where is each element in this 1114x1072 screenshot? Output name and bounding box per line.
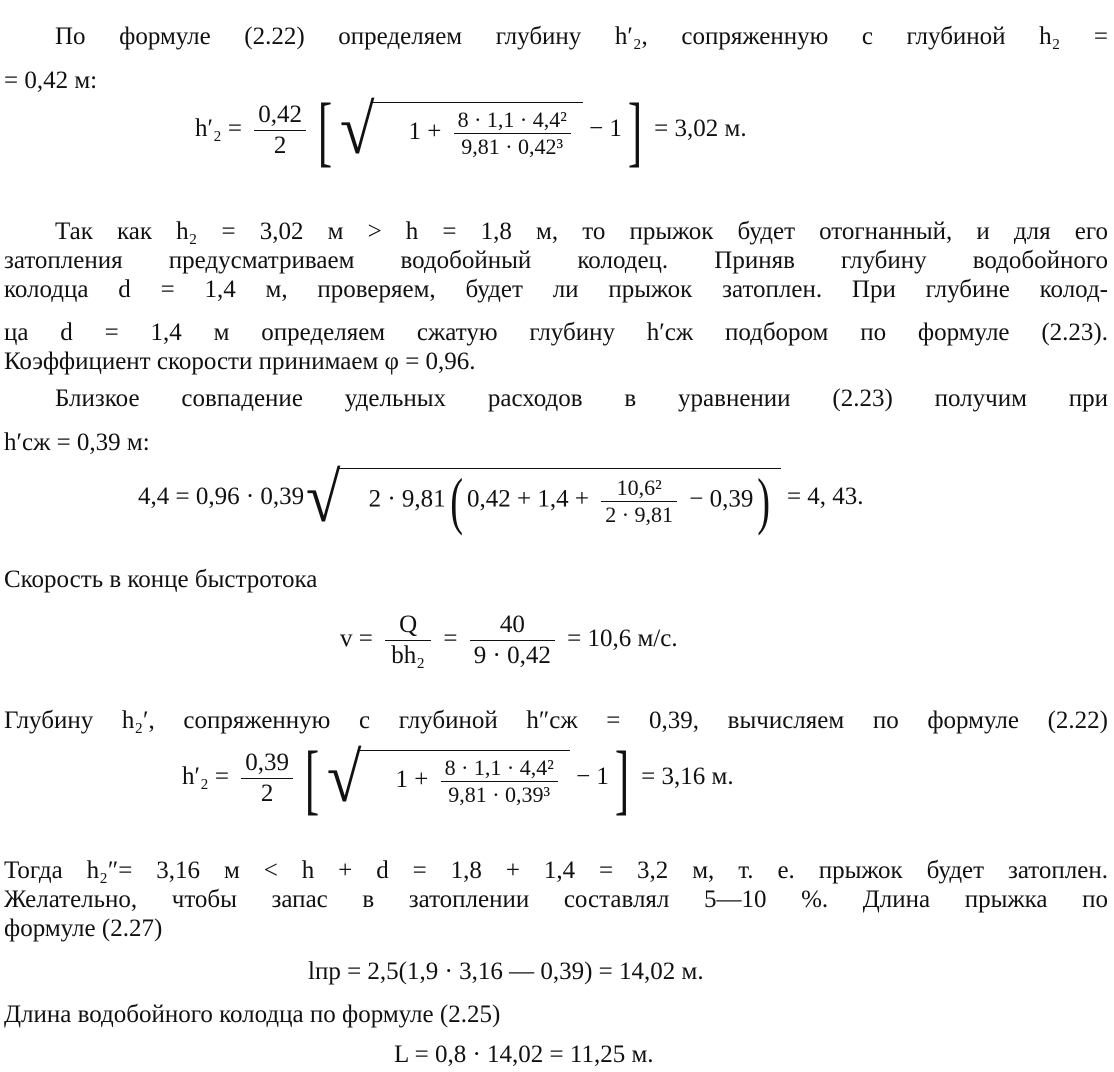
- eq4-result: = 3,16 м.: [641, 763, 734, 791]
- equation-5: lпр = 2,5(1,9 · 3,16 — 0,39) = 14,02 м.: [308, 958, 704, 985]
- eq1-radical: √ 1 + $\frac{\text{8 · 1,1 · 4,4²}}{\text{9,81 · 0,42³}}$: [338, 101, 583, 161]
- paragraph-line: Глубину h₂′, сопряженную с глубиной h″сж = 0,39, вычисляем по формуле (2.22): [4, 707, 1108, 734]
- eq3-result: = 10,6 м/с.: [567, 625, 678, 653]
- text: [: [304, 734, 320, 822]
- paragraph-line: формуле (2.27): [4, 915, 163, 942]
- denominator: 9,81 · 0,42³: [461, 133, 564, 159]
- paragraph-line: По формуле (2.22) определяем глубину h′₂, сопряженную с глубиной h₂ =: [55, 23, 1108, 50]
- eq4-radical: √ 1 + $\frac{\text{8 · 1,1 · 4,4²}}{\text{9,81 · 0,39³}}$: [325, 749, 570, 809]
- eq2-sum: 0,42 + 1,4 +: [467, 485, 589, 513]
- paragraph-line: затопления предусматриваем водобойный колодец. Приняв глубину водобойного: [4, 247, 1108, 274]
- text: ): [757, 465, 771, 536]
- eq4-lhs: h′₂ =: [182, 763, 230, 791]
- text: ]: [614, 734, 630, 822]
- denominator: bh₂: [391, 642, 425, 669]
- paragraph-line: колодца d = 1,4 м, проверяем, будет ли прыжок затоплен. При глубине колод-: [4, 276, 1108, 303]
- denominator: 2: [260, 780, 274, 807]
- text: =: [443, 625, 458, 653]
- paragraph-line: = 0,42 м:: [4, 67, 98, 94]
- numerator: 10,6²: [601, 475, 677, 502]
- eq1-minus-one: − 1: [589, 115, 622, 143]
- eq1-fraction-numerator: 0,42: [254, 100, 306, 131]
- right-bracket: ]: [627, 86, 643, 174]
- equation-3: [340, 610, 678, 671]
- eq1-radical-fraction: [454, 107, 571, 160]
- eq2-minus: − 0,39: [689, 485, 754, 513]
- numerator: 8 · 1,1 · 4,4²: [454, 107, 571, 134]
- equation-1: [195, 86, 747, 174]
- eq2-fraction: [601, 475, 677, 528]
- denominator: 9 · 0,42: [473, 642, 551, 669]
- paragraph-line: Коэффициент скорости принимаем φ = 0,96.: [4, 348, 476, 375]
- paragraph-line: Так как h₂ = 3,02 м > h = 1,8 м, то прыжок будет отогнанный, и для его: [55, 218, 1108, 245]
- eq2-lhs: 4,4 = 0,96 · 0,39: [138, 483, 305, 511]
- equation-6: L = 0,8 · 14,02 = 11,25 м.: [394, 1041, 654, 1068]
- paragraph-line: Скорость в конце быстротока: [4, 566, 318, 593]
- denominator: 9,81 · 0,39³: [448, 781, 551, 807]
- equation-2: [138, 459, 864, 537]
- equation-4: [182, 734, 734, 822]
- eq3-lhs: v =: [340, 625, 373, 653]
- eq1-fraction: [254, 100, 306, 161]
- numerator: 40: [470, 610, 555, 641]
- eq3-fraction-1: [385, 610, 431, 671]
- eq2-inner: 2 · 9,81: [368, 485, 446, 513]
- eq4-fraction: [241, 748, 293, 809]
- eq3-fraction-2: [470, 610, 555, 671]
- paragraph-line: h′сж = 0,39 м:: [4, 429, 150, 456]
- element: [441, 755, 558, 808]
- denominator: 2 · 9,81: [605, 501, 674, 527]
- left-bracket: [: [317, 86, 333, 174]
- numerator: Q: [385, 610, 431, 641]
- eq1-lhs: h′₂ =: [195, 115, 243, 143]
- text: − 1: [576, 763, 609, 791]
- eq2-radical: √ 2 · 9,81( 0,42 + 1,4 + $\frac{\text{10,6²}}{2 \cdot 9,81}$ − 0,39): [304, 468, 781, 529]
- paragraph-line: Тогда h₂″= 3,16 м < h + d = 1,8 + 1,4 = 3,2 м, т. е. прыжок будет затоплен.: [4, 857, 1108, 884]
- paragraph-line: Длина водобойного колодца по формуле (2.25): [4, 1001, 501, 1028]
- eq1-result: = 3,02 м.: [654, 115, 747, 143]
- paragraph-line: Близкое совпадение удельных расходов в уравнении (2.23) получим при: [55, 385, 1108, 412]
- eq1-fraction-denominator: 2: [273, 132, 287, 159]
- paragraph-line: Желательно, чтобы запас в затоплении составлял 5—10 %. Длина прыжка по: [4, 886, 1108, 913]
- eq2-result: = 4, 43.: [786, 483, 864, 511]
- paragraph-line: ца d = 1,4 м определяем сжатую глубину h′сж подбором по формуле (2.23).: [4, 319, 1108, 346]
- eq1-one-plus: 1 +: [408, 117, 442, 145]
- text: (: [449, 465, 463, 536]
- text: 1 +: [395, 765, 429, 793]
- numerator: 8 · 1,1 · 4,4²: [441, 755, 558, 782]
- numerator: 0,39: [241, 748, 293, 779]
